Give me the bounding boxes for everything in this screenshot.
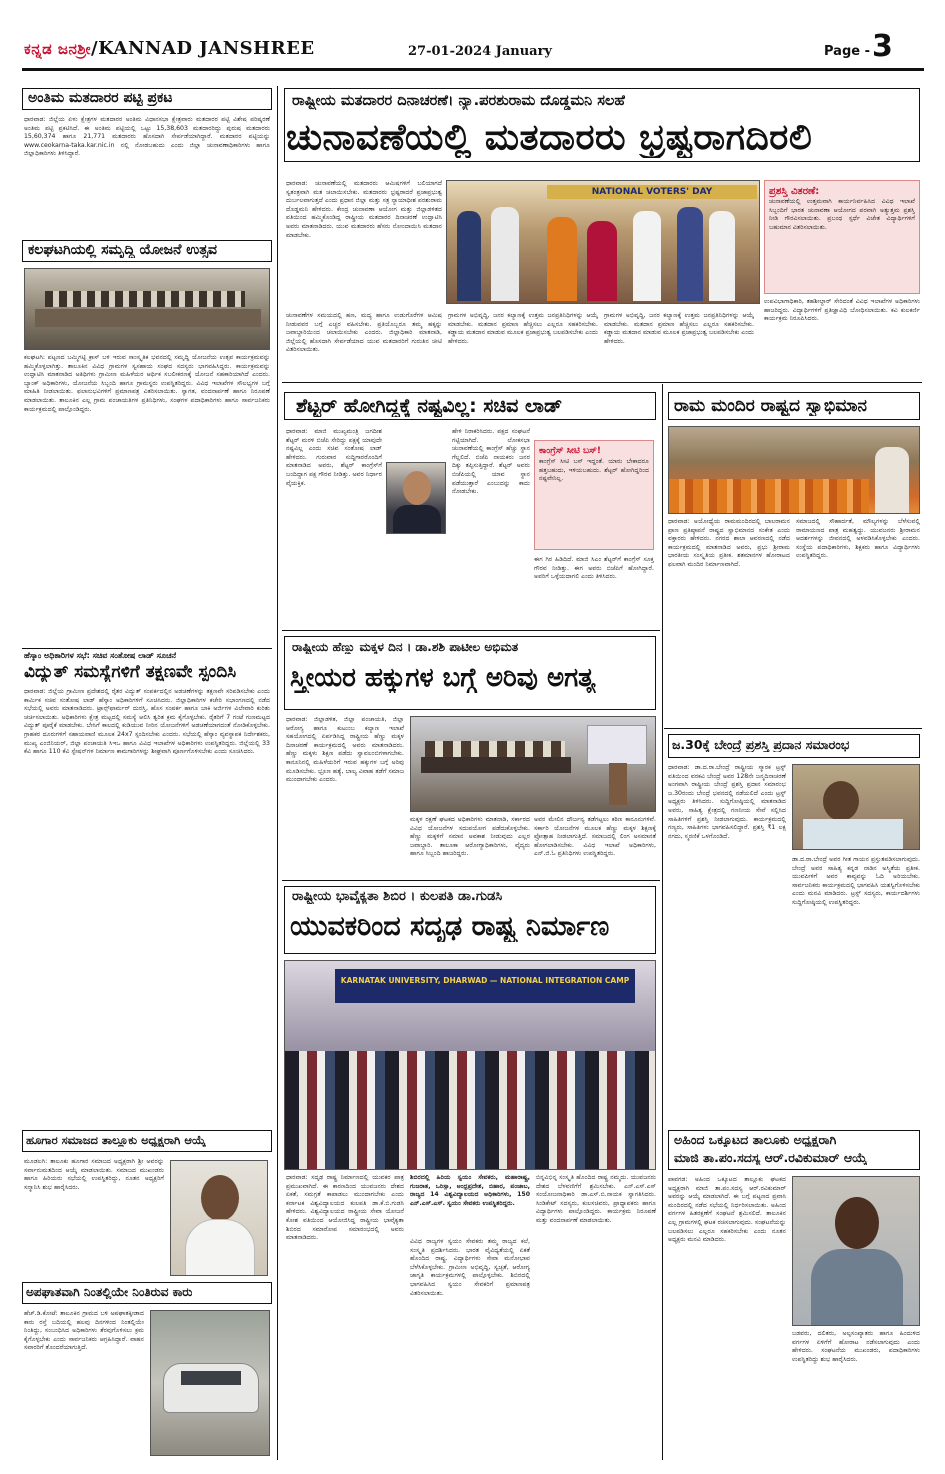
shettar-body-col1: ಧಾರವಾಡ: ಮಾಜಿ ಮುಖ್ಯಮಂತ್ರಿ ಜಗದೀಶ ಶೆಟ್ಟರ್ ಮರಳಿ ಬಿಜೆಪಿ ಸೇರಿದ್ದು ಪಕ್ಷಕ್ಕೆ ಯಾವುದೇ ನಷ್ಟವಿಲ್ಲ ಎಂದು ಸಚಿವ ಸಂತೋಷ ಲಾಡ್ ಹೇಳಿದರು. ಗುರುವಾರ ಸುದ್ದಿಗಾರರೊಂದಿಗೆ ಮಾತನಾಡಿದ ಅವರು, ಶೆಟ್ಟರ್ ಕಾಂಗ್ರೆಸ್‌ಗೆ ಬಂದಿದ್ದಾಗ ಪಕ್ಷ ಗೌರವ ನೀಡಿತ್ತು. ಅವರ ನಿರ್ಧಾರ ವೈಯಕ್ತಿಕ.: [286, 428, 382, 487]
lead-headline: ಚುನಾವಣೆಯಲ್ಲಿ ಮತದಾರರು ಭ್ರಷ್ಟರಾಗದಿರಲಿ: [286, 118, 813, 158]
divider: [282, 630, 660, 631]
lead-body-col2: ಚುನಾವಣೆಗಳ ಸಮಯದಲ್ಲಿ ಹಣ, ಮದ್ಯ ಹಾಗೂ ಉಡುಗೊರೆಗಳ ಆಮಿಷ ನೀಡುವವರ ಬಗ್ಗೆ ಎಚ್ಚರ ವಹಿಸಬೇಕು. ಪ್ರತಿಯೊಬ್ಬರೂ ತಮ್ಮ ಹಕ್ಕನ್ನು ಜವಾಬ್ದಾರಿಯಿಂದ ಚಲಾಯಿಸಬೇಕು ಎಂದರು. ಜಿಲ್ಲಾಧಿಕಾರಿ ಮಾತನಾಡಿ, ಜಿಲ್ಲೆಯಲ್ಲಿ ಹೊಸದಾಗಿ ಸೇರ್ಪಡೆಯಾದ ಯುವ ಮತದಾರರಿಗೆ ಗುರುತಿನ ಚೀಟಿ ವಿತರಿಸಲಾಯಿತು.: [286, 312, 442, 354]
shettar-body-col2: ಹೇಳಿ ನಿರಾಕರಿಸಿದರು. ಪಕ್ಷದ ಸಂಘಟನೆ ಗಟ್ಟಿಯಾಗಿದೆ. ಲೋಕಸಭಾ ಚುನಾವಣೆಯಲ್ಲಿ ಕಾಂಗ್ರೆಸ್ ಹೆಚ್ಚು ಸ್ಥಾನ ಗೆಲ್ಲಲಿದೆ. ಬಿಜೆಪಿ ನಾಯಕರು ಜನರ ದಿಕ್ಕು ತಪ್ಪಿಸುತ್ತಿದ್ದಾರೆ. ಶೆಟ್ಟರ್ ಅವರು ಬಿಜೆಪಿಯಲ್ಲಿ ಯಾವ ಸ್ಥಾನ ಪಡೆಯುತ್ತಾರೆ ಎಂಬುದನ್ನು ಕಾದು ನೋಡಬೇಕು.: [452, 428, 530, 496]
bendre-headline: ಜ.30ಕ್ಕೆ ಬೇಂದ್ರೆ ಪ್ರಶಸ್ತಿ ಪ್ರದಾನ ಸಮಾರಂಭ: [672, 738, 850, 752]
divider: [282, 382, 922, 383]
paper-name-english: KANNAD JANSHREE: [98, 38, 315, 59]
divider: [22, 648, 272, 649]
youth-kicker: ರಾಷ್ಟ್ರೀಯ ಭಾವೈಕ್ಯತಾ ಶಿಬಿರ । ಕುಲಪತಿ ಡಾ.ಗುಡಸಿ: [292, 890, 503, 904]
youth-body-col1: ಧಾರವಾಡ: ಸದೃಢ ರಾಷ್ಟ್ರ ನಿರ್ಮಾಣದಲ್ಲಿ ಯುವಕರ ಪಾತ್ರ ಪ್ರಮುಖವಾಗಿದೆ. ಈ ಕಾರಣದಿಂದ ಯುವಜನರು ದೇಶದ ಏಕತೆ, ಸಮಗ್ರತೆ ಕಾಪಾಡಲು ಮುಂದಾಗಬೇಕು ಎಂದು ಕರ್ನಾಟಕ ವಿಶ್ವವಿದ್ಯಾಲಯದ ಕುಲಪತಿ ಡಾ.ಕೆ.ಬಿ.ಗುಡಸಿ ಹೇಳಿದರು. ವಿಶ್ವವಿದ್ಯಾಲಯದ ರಾಷ್ಟ್ರೀಯ ಸೇವಾ ಯೋಜನೆ ಕೋಶ ವತಿಯಿಂದ ಆಯೋಜಿಸಿದ್ದ ರಾಷ್ಟ್ರೀಯ ಭಾವೈಕ್ಯತಾ ಶಿಬಿರದ ಸಮಾರೋಪ ಸಮಾರಂಭದಲ್ಲಿ ಅವರು ಮಾತನಾಡಿದರು.: [286, 1174, 404, 1242]
samruddhi-headline: ಕಲಘಟಗಿಯಲ್ಲಿ ಸಮೃದ್ಧಿ ಯೋಜನೆ ಉತ್ಸವ: [28, 243, 218, 258]
damaged-car-photo: [150, 1310, 270, 1456]
santosh-lad-portrait: [386, 462, 446, 534]
voter-list-body: ಧಾರವಾಡ: ಜಿಲ್ಲೆಯ ಏಳು ಕ್ಷೇತ್ರಗಳ ಮತದಾರರ ಅಂತಿಮ ವಿಧಾನಸಭಾ ಕ್ಷೇತ್ರವಾರು ಮತದಾರರ ಪಟ್ಟಿ ವಿಶೇಷ ಪರಿಷ್ಕರಣೆ ಅಂತಿಮ ಪಟ್ಟಿ ಪ್ರಕಟಿಸಿದೆ. ಈ ಅಂತಿಮ ಪಟ್ಟಿಯಲ್ಲಿ ಒಟ್ಟು 15,38,603 ಮತದಾರರಿದ್ದು ಪುರುಷ ಮತದಾರರು 15,60,374 ಹಾಗೂ 21,771 ಮತದಾರರು ಹೊಸದಾಗಿ ಸೇರ್ಪಡೆಯಾಗಿದ್ದಾರೆ. ಮತದಾರರ ಪಟ್ಟಿಯನ್ನು www.ceokarna-taka.kar.nic.in ನಲ್ಲಿ ನೋಡಬಹುದು ಎಂದು ಜಿಲ್ಲಾ ಚುನಾವಣಾಧಿಕಾರಿಗಳು ಹಾಗೂ ಜಿಲ್ಲಾಧಿಕಾರಿಗಳು ತಿಳಿಸಿದ್ದಾರೆ.: [24, 116, 270, 158]
voter-list-headline: ಅಂತಿಮ ಮತದಾರರ ಪಟ್ಟಿ ಪ್ರಕಟ: [28, 91, 173, 106]
award-sidebar-title: ಪ್ರಶಸ್ತಿ ವಿತರಣೆ:: [769, 186, 820, 197]
masthead-separator: /: [91, 38, 99, 59]
women-body-col3: ಅವರ ಮೇಲಿನ ದೌರ್ಜನ್ಯ ತಡೆಗಟ್ಟಲು ಕಠಿಣ ಕಾನೂನುಗಳಿವೆ. ಸರ್ಕಾರಿ ಯೋಜನೆಗಳ ಮೂಲಕ ಹೆಣ್ಣು ಮಕ್ಕಳ ಶಿಕ್ಷಣಕ್ಕೆ ಪ್ರೋತ್ಸಾಹ ನೀಡಲಾಗುತ್ತಿದೆ. ಸಮಾಜದಲ್ಲಿ ಲಿಂಗ ಅಸಮಾನತೆ ಹೋಗಲಾಡಿಸಬೇಕು. ವಿವಿಧ ಇಲಾಖೆ ಅಧಿಕಾರಿಗಳು, ಎನ್.ಜಿ.ಓ ಪ್ರತಿನಿಧಿಗಳು ಉಪಸ್ಥಿತರಿದ್ದರು.: [534, 816, 656, 858]
youth-body-col3: ಬಿನ್ನವಿಭಿನ್ನ ಸಂಸ್ಕೃತಿ ಹೊಂದಿದ ರಾಷ್ಟ್ರ ನಮ್ಮದು. ಯುವಜನರು ದೇಶದ ಬೆಳವಣಿಗೆಗೆ ಶ್ರಮಿಸಬೇಕು. ಎನ್.ಎಸ್.ಎಸ್ ಸಂಯೋಜನಾಧಿಕಾರಿ ಡಾ.ಎಸ್.ಬಿ.ನಾಯಕ ಸ್ವಾಗತಿಸಿದರು. ಸಿಂಡಿಕೇಟ್ ಸದಸ್ಯರು, ಕುಲಸಚಿವರು, ಪ್ರಾಧ್ಯಾಪಕರು ಹಾಗೂ ವಿದ್ಯಾರ್ಥಿಗಳು ಪಾಲ್ಗೊಂಡಿದ್ದರು. ಕಾರ್ಯಕ್ರಮ ನಿರೂಪಣೆ ಮತ್ತು ವಂದನಾರ್ಪಣೆ ಮಾಡಲಾಯಿತು.: [536, 1174, 656, 1224]
lead-body-col3: ಗ್ರಾಮಗಳ ಅಭಿವೃದ್ಧಿ, ಜನರ ಕಲ್ಯಾಣಕ್ಕೆ ಉತ್ತಮ ಜನಪ್ರತಿನಿಧಿಗಳನ್ನು ಆಯ್ಕೆ ಮಾಡಬೇಕು. ಮತದಾನ ಪ್ರಮಾಣ ಹೆಚ್ಚಿಸಲು ಎಲ್ಲರೂ ಸಹಕರಿಸಬೇಕು. ಕಡ್ಡಾಯ ಮತದಾನ ಮಾಡುವ ಮೂಲಕ ಪ್ರಜಾಪ್ರಭುತ್ವ ಬಲಪಡಿಸಬೇಕು ಎಂದು ಹೇಳಿದರು.: [448, 312, 598, 345]
issue-date: 27-01-2024 January: [408, 44, 552, 59]
girl-child-day-photo: [410, 716, 656, 812]
samruddhi-photo: [24, 268, 270, 350]
shettar-body-col3: ಈಗ ಗಿರ ಹಿಡಿದಿದೆ. ಮಾಜಿ ಸಿಎಂ ಶೆಟ್ಟರ್‌ಗೆ ಕಾಂಗ್ರೆಸ್ ಸೂಕ್ತ ಗೌರವ ನೀಡಿತ್ತು. ಈಗ ಅವರು ಬಿಜೆಪಿಗೆ ಹೋಗಿದ್ದಾರೆ. ಅವರಿಗೆ ಒಳ್ಳೆಯದಾಗಲಿ ಎಂದು ತಿಳಿಸಿದರು.: [534, 556, 654, 581]
congress-bus-body: ಕಾಂಗ್ರೆಸ್ ಸೀಟಿ ಬಸ್ ಇದ್ದಂತೆ. ಯಾರು ಬೇಕಾದರೂ ಹತ್ತಬಹುದು, ಇಳಿಯಬಹುದು. ಶೆಟ್ಟರ್ ಹೋಗಿದ್ದರಿಂದ ನಷ್ಟವೇನಿಲ್ಲ.: [539, 458, 649, 483]
congress-bus-title: ಕಾಂಗ್ರೆಸ್ ಸೀಟಿ ಬಸ್!: [539, 446, 601, 456]
congress-bus-box: [534, 440, 654, 550]
paper-name-kannada: ಕನ್ನಡ ಜನಶ್ರೀ: [24, 40, 92, 58]
integration-camp-banner: KARNATAK UNIVERSITY, DHARWAD — NATIONAL INTEGRATION CAMP: [335, 969, 635, 1003]
ravikumar-portrait-photo: [792, 1176, 920, 1326]
ravikumar-body-col2: ಬಡವರು, ದಲಿತರು, ಅಲ್ಪಸಂಖ್ಯಾತರು ಹಾಗೂ ಹಿಂದುಳಿದ ವರ್ಗಗಳ ಏಳಿಗೆಗೆ ಹೋರಾಟ ನಡೆಸಲಾಗುವುದು ಎಂದು ಹೇಳಿದರು. ಸಂಘಟನೆಯ ಮುಖಂಡರು, ಪದಾಧಿಕಾರಿಗಳು ಉಪಸ್ಥಿತರಿದ್ದು ಶುಭ ಹಾರೈಸಿದರು.: [792, 1330, 920, 1363]
page-label: Page -: [824, 44, 870, 59]
integration-camp-photo: [284, 960, 656, 1170]
voters-day-photo: [446, 180, 760, 304]
column-divider: [277, 86, 278, 1460]
bendre-body-col1: ಧಾರವಾಡ: ಡಾ.ದ.ರಾ.ಬೇಂದ್ರೆ ರಾಷ್ಟ್ರೀಯ ಸ್ಮಾರಕ ಟ್ರಸ್ಟ್ ವತಿಯಿಂದ ವರಕವಿ ಬೇಂದ್ರೆ ಅವರ 128ನೇ ಜನ್ಮದಿನಾಚರಣೆ ಅಂಗವಾಗಿ ರಾಷ್ಟ್ರೀಯ ಬೇಂದ್ರೆ ಪ್ರಶಸ್ತಿ ಪ್ರದಾನ ಸಮಾರಂಭ ಜ.30ರಂದು ಬೇಂದ್ರೆ ಭವನದಲ್ಲಿ ನಡೆಯಲಿದೆ ಎಂದು ಟ್ರಸ್ಟ್ ಅಧ್ಯಕ್ಷರು ತಿಳಿಸಿದರು. ಸುದ್ದಿಗೋಷ್ಠಿಯಲ್ಲಿ ಮಾತನಾಡಿದ ಅವರು, ಸಾಹಿತ್ಯ ಕ್ಷೇತ್ರದಲ್ಲಿ ಗಣನೀಯ ಸೇವೆ ಸಲ್ಲಿಸಿದ ಸಾಹಿತಿಗಳಿಗೆ ಪ್ರಶಸ್ತಿ ನೀಡಲಾಗುವುದು. ಕಾರ್ಯಕ್ರಮದಲ್ಲಿ ಗಣ್ಯರು, ಸಾಹಿತಿಗಳು ಭಾಗವಹಿಸಲಿದ್ದಾರೆ. ಪ್ರಶಸ್ತಿ ₹1 ಲಕ್ಷ ನಗದು, ಸ್ಮರಣಿಕೆ ಒಳಗೊಂಡಿದೆ.: [668, 764, 786, 840]
women-headline: ಸ್ತ್ರೀಯರ ಹಕ್ಕುಗಳ ಬಗ್ಗೆ ಅರಿವು ಅಗತ್ಯ: [290, 664, 596, 693]
hescom-headline: ವಿದ್ಯುತ್ ಸಮಸ್ಯೆಗಳಿಗೆ ತಕ್ಷಣವೇ ಸ್ಪಂದಿಸಿ: [24, 663, 237, 682]
divider: [664, 728, 922, 729]
rama-body-col1: ಧಾರವಾಡ: ಅಯೋಧ್ಯೆಯ ರಾಮಮಂದಿರದಲ್ಲಿ ಬಾಲರಾಮನ ಪ್ರಾಣ ಪ್ರತಿಷ್ಠಾಪನೆ ರಾಷ್ಟ್ರದ ಸ್ವಾಭಿಮಾನದ ಸಂಕೇತ ಎಂದು ವಕ್ತಾರರು ಹೇಳಿದರು. ನಗರದ ಶಾಲಾ ಆವರಣದಲ್ಲಿ ನಡೆದ ಕಾರ್ಯಕ್ರಮದಲ್ಲಿ ಮಾತನಾಡಿದ ಅವರು, ಪ್ರಭು ಶ್ರೀರಾಮ ಭಾರತೀಯ ಸಂಸ್ಕೃತಿಯ ಪ್ರತೀಕ. ಶತಮಾನಗಳ ಹೋರಾಟದ ಫಲವಾಗಿ ಮಂದಿರ ನಿರ್ಮಾಣವಾಗಿದೆ.: [668, 518, 790, 568]
youth-photo-caption: ಶಿಬಿರದಲ್ಲಿ ಹಿರಿಯ ಸ್ವಯಂ ಸೇವಕರು, ಮಹಾರಾಷ್ಟ್ರ, ಗುಜರಾತ, ಒರಿಸ್ಸಾ, ಆಂಧ್ರಪ್ರದೇಶ, ಬಿಹಾರ, ಪಂಜಾಬ, ರಾಜ್ಯದ 14 ವಿಶ್ವವಿದ್ಯಾಲಯದ ಅಧಿಕಾರಿಗಳು, 150 ಎನ್.ಎಸ್.ಎಸ್. ಸ್ವಯಂ ಸೇವಕರು ಉಪಸ್ಥಿತರಿದ್ದರು.: [410, 1174, 530, 1207]
hoogar-portrait-photo: [170, 1160, 268, 1276]
youth-body-col2: ವಿವಿಧ ರಾಜ್ಯಗಳ ಸ್ವಯಂ ಸೇವಕರು ತಮ್ಮ ರಾಜ್ಯದ ಕಲೆ, ಸಂಸ್ಕೃತಿ ಪ್ರದರ್ಶಿಸಿದರು. ಭಾರತ ವೈವಿಧ್ಯತೆಯಲ್ಲಿ ಏಕತೆ ಹೊಂದಿದ ರಾಷ್ಟ್ರ. ವಿದ್ಯಾರ್ಥಿಗಳು ಸೇವಾ ಮನೋಭಾವ ಬೆಳೆಸಿಕೊಳ್ಳಬೇಕು. ಗ್ರಾಮೀಣ ಅಭಿವೃದ್ಧಿ, ಸ್ವಚ್ಛತೆ, ಆರೋಗ್ಯ ಜಾಗೃತಿ ಕಾರ್ಯಕ್ರಮಗಳಲ್ಲಿ ಪಾಲ್ಗೊಳ್ಳಬೇಕು. ಶಿಬಿರದಲ್ಲಿ ಭಾಗವಹಿಸಿದ ಸ್ವಯಂ ಸೇವಕರಿಗೆ ಪ್ರಮಾಣಪತ್ರ ವಿತರಿಸಲಾಯಿತು.: [410, 1238, 530, 1297]
lead-kicker: ರಾಷ್ಟ್ರೀಯ ಮತದಾರರ ದಿನಾಚರಣೆ। ನ್ಯಾ.ಪರಶುರಾಮ ದೊಡ್ಡಮನಿ ಸಲಹೆ: [292, 94, 625, 109]
press-meet-photo: [792, 764, 920, 850]
divider: [282, 880, 660, 881]
lead-body-col3b: ಗ್ರಾಮಗಳ ಅಭಿವೃದ್ಧಿ, ಜನರ ಕಲ್ಯಾಣಕ್ಕೆ ಉತ್ತಮ ಜನಪ್ರತಿನಿಧಿಗಳನ್ನು ಆಯ್ಕೆ ಮಾಡಬೇಕು. ಮತದಾನ ಪ್ರಮಾಣ ಹೆಚ್ಚಿಸಲು ಎಲ್ಲರೂ ಸಹಕರಿಸಬೇಕು. ಕಡ್ಡಾಯ ಮತದಾನ ಮಾಡುವ ಮೂಲಕ ಪ್ರಜಾಪ್ರಭುತ್ವ ಬಲಪಡಿಸಬೇಕು ಎಂದು ಹೇಳಿದರು.: [604, 312, 754, 345]
hoogar-body: ಮೂಡಲಗಿ: ತಾಲೂಕು ಹೂಗಾರ ಸಮಾಜದ ಅಧ್ಯಕ್ಷರಾಗಿ ಶ್ರೀ ಅವರನ್ನು ಸರ್ವಾನುಮತದಿಂದ ಆಯ್ಕೆ ಮಾಡಲಾಯಿತು. ಸಮಾಜದ ಮುಖಂಡರು ಹಾಗೂ ಹಿರಿಯರು ಸಭೆಯಲ್ಲಿ ಉಪಸ್ಥಿತರಿದ್ದು, ನೂತನ ಅಧ್ಯಕ್ಷರಿಗೆ ಸನ್ಮಾನಿಸಿ ಶುಭ ಹಾರೈಸಿದರು.: [24, 1158, 164, 1191]
hoogar-headline: ಹೂಗಾರ ಸಮಾಜದ ತಾಲ್ಲೂಕು ಅಧ್ಯಕ್ಷರಾಗಿ ಆಯ್ಕೆ: [26, 1134, 206, 1147]
masthead-title: [24, 38, 315, 59]
ravikumar-headline-line1: ಅಹಿಂದ ಒಕ್ಕೂಟದ ತಾಲೂಕು ಅಧ್ಯಕ್ಷರಾಗಿ: [674, 1133, 837, 1147]
ravikumar-body-col1: ಪಾವಗಡ: ಅಹಿಂದ ಒಕ್ಕೂಟದ ತಾಲ್ಲೂಕು ಘಟಕದ ಅಧ್ಯಕ್ಷರಾಗಿ ಮಾಜಿ ತಾ.ಪಂ.ಸದಸ್ಯ ಆರ್.ರವಿಕುಮಾರ್ ಅವರನ್ನು ಆಯ್ಕೆ ಮಾಡಲಾಗಿದೆ. ಈ ಬಗ್ಗೆ ಪಟ್ಟಣದ ಪ್ರವಾಸಿ ಮಂದಿರದಲ್ಲಿ ನಡೆದ ಸಭೆಯಲ್ಲಿ ನಿರ್ಧರಿಸಲಾಯಿತು. ಅಹಿಂದ ವರ್ಗಗಳ ಹಿತರಕ್ಷಣೆಗೆ ಸಂಘಟನೆ ಶ್ರಮಿಸಲಿದೆ. ತಾಲೂಕಿನ ಎಲ್ಲ ಗ್ರಾಮಗಳಲ್ಲಿ ಘಟಕ ರಚಿಸಲಾಗುವುದು. ಸಂಘಟನೆಯನ್ನು ಬಲಪಡಿಸಲು ಎಲ್ಲರೂ ಸಹಕರಿಸಬೇಕು ಎಂದು ನೂತನ ಅಧ್ಯಕ್ಷರು ಮನವಿ ಮಾಡಿದರು.: [668, 1176, 786, 1244]
rama-event-photo: [668, 426, 920, 514]
hescom-kicker: ಹೆಸ್ಕಾಂ ಅಧಿಕಾರಿಗಳ ಸಭೆ: ಸಚಿವ ಸಂತೋಷ ಲಾಡ್ ಸೂಚನೆ: [24, 652, 177, 660]
voters-day-banner: NATIONAL VOTERS' DAY: [547, 185, 757, 199]
award-sidebar: [764, 180, 920, 294]
award-sidebar-body: ಚುನಾವಣೆಯಲ್ಲಿ ಉತ್ತಮವಾಗಿ ಕಾರ್ಯನಿರ್ವಹಿಸಿದ ವಿವಿಧ ಇಲಾಖೆ ಸಿಬ್ಬಂದಿಗೆ ಭಾರತ ಚುನಾವಣಾ ಆಯೋಗದ ಪರವಾಗಿ ಅತ್ಯುತ್ತಮ ಪ್ರಶಸ್ತಿ ನೀಡಿ ಗೌರವಿಸಲಾಯಿತು. ಪ್ರಬಂಧ ಸ್ಪರ್ಧೆ ವಿಜೇತ ವಿದ್ಯಾರ್ಥಿಗಳಿಗೆ ಬಹುಮಾನ ವಿತರಿಸಲಾಯಿತು.: [769, 198, 915, 231]
ravikumar-headline-line2: ಮಾಜಿ ತಾ.ಪಂ.ಸದಸ್ಯ ಆರ್.ರವಿಕುಮಾರ್ ಆಯ್ಕೆ: [674, 1151, 868, 1165]
bendre-body-col2: ಡಾ.ದ.ರಾ.ಬೇಂದ್ರೆ ಅವರ ಗೀತ ಗಾಯನ ಪ್ರಸ್ತುತಪಡಿಸಲಾಗುವುದು. ಬೇಂದ್ರೆ ಅವರ ಸಾಹಿತ್ಯ ಕನ್ನಡ ನಾಡಿನ ಅಸ್ಮಿತೆಯ ಪ್ರತೀಕ. ಯುವಪೀಳಿಗೆ ಅವರ ಕಾವ್ಯವನ್ನು ಓದಿ ಅರಿಯಬೇಕು. ಸಾರ್ವಜನಿಕರು ಕಾರ್ಯಕ್ರಮದಲ್ಲಿ ಭಾಗವಹಿಸಿ ಯಶಸ್ವಿಗೊಳಿಸಬೇಕು ಎಂದು ಮನವಿ ಮಾಡಿದರು. ಟ್ರಸ್ಟ್ ಸದಸ್ಯರು, ಕಾರ್ಯದರ್ಶಿಗಳು ಸುದ್ದಿಗೋಷ್ಠಿಯಲ್ಲಿ ಉಪಸ್ಥಿತರಿದ್ದರು.: [792, 856, 920, 906]
women-kicker: ರಾಷ್ಟ್ರೀಯ ಹೆಣ್ಣು ಮಕ್ಕಳ ದಿನ । ಡಾ.ಶಶಿ ಪಾಟೀಲ ಅಭಿಮತ: [292, 641, 519, 654]
lead-body-col1: ಧಾರವಾಡ: ಚುನಾವಣೆಯಲ್ಲಿ ಮತದಾರರು ಆಮಿಷಗಳಿಗೆ ಬಲಿಯಾಗದೆ ಸ್ವತಂತ್ರವಾಗಿ ಮತ ಚಲಾಯಿಸಬೇಕು. ಮತದಾರರು ಭ್ರಷ್ಟರಾದರೆ ಪ್ರಜಾಪ್ರಭುತ್ವ ದುರ್ಬಲವಾಗುತ್ತದೆ ಎಂದು ಪ್ರಧಾನ ಜಿಲ್ಲಾ ಮತ್ತು ಸತ್ರ ನ್ಯಾಯಾಧೀಶ ಪರಶುರಾಮ ದೊಡ್ಡಮನಿ ಹೇಳಿದರು. ಕೇಂದ್ರ ಚುನಾವಣಾ ಆಯೋಗ ಮತ್ತು ಜಿಲ್ಲಾಡಳಿತದ ವತಿಯಿಂದ ಹಮ್ಮಿಕೊಂಡಿದ್ದ ರಾಷ್ಟ್ರೀಯ ಮತದಾರರ ದಿನಾಚರಣೆ ಉದ್ಘಾಟಿಸಿ ಅವರು ಮಾತನಾಡಿದರು. ಯುವ ಮತದಾರರು ಹೆಸರು ನೋಂದಾಯಿಸಿ ಮತದಾನ ಮಾಡಬೇಕು.: [286, 180, 442, 239]
women-body-col1: ಧಾರವಾಡ: ಜಿಲ್ಲಾಡಳಿತ, ಜಿಲ್ಲಾ ಪಂಚಾಯತಿ, ಜಿಲ್ಲಾ ಆರೋಗ್ಯ ಹಾಗೂ ಕುಟುಂಬ ಕಲ್ಯಾಣ ಇಲಾಖೆ ಸಹಯೋಗದಲ್ಲಿ ಏರ್ಪಡಿಸಿದ್ದ ರಾಷ್ಟ್ರೀಯ ಹೆಣ್ಣು ಮಕ್ಕಳ ದಿನಾಚರಣೆ ಕಾರ್ಯಕ್ರಮದಲ್ಲಿ ಅವರು ಮಾತನಾಡಿದರು. ಹೆಣ್ಣು ಮಕ್ಕಳು ಶಿಕ್ಷಣ ಪಡೆದು ಸ್ವಾವಲಂಬಿಗಳಾಗಬೇಕು. ಕಾನೂನಿನಲ್ಲಿ ಮಹಿಳೆಯರಿಗೆ ಇರುವ ಹಕ್ಕುಗಳ ಬಗ್ಗೆ ಅರಿವು ಮೂಡಿಸಬೇಕು. ಭ್ರೂಣ ಹತ್ಯೆ, ಬಾಲ್ಯ ವಿವಾಹ ತಡೆಗೆ ಸಮಾಜ ಮುಂದಾಗಬೇಕು ಎಂದರು.: [286, 716, 404, 784]
accident-body: ಹೆಚ್.ಡಿ.ಕೋಟೆ: ತಾಲೂಕಿನ ಗ್ರಾಮದ ಬಳಿ ಅಪಘಾತಕ್ಕೀಡಾದ ಕಾರು ರಸ್ತೆ ಬದಿಯಲ್ಲಿ ಹಲವು ದಿನಗಳಿಂದ ನಿಂತಲ್ಲಿಯೇ ನಿಂತಿದ್ದು, ಸಂಬಂಧಿಸಿದ ಅಧಿಕಾರಿಗಳು ತೆರವುಗೊಳಿಸಲು ಕ್ರಮ ಕೈಗೊಳ್ಳಬೇಕು ಎಂದು ಸಾರ್ವಜನಿಕರು ಆಗ್ರಹಿಸಿದ್ದಾರೆ. ವಾಹನ ಸವಾರರಿಗೆ ತೊಂದರೆಯಾಗುತ್ತಿದೆ.: [24, 1310, 144, 1352]
hescom-body: ಧಾರವಾಡ: ಜಿಲ್ಲೆಯ ಗ್ರಾಮೀಣ ಪ್ರದೇಶದಲ್ಲಿ ರೈತರ ವಿದ್ಯುತ್ ಸಂಪರ್ಕದಲ್ಲಿನ ಅಡಚಣೆಗಳನ್ನು ತಕ್ಷಣವೇ ಸರಿಪಡಿಸಬೇಕು ಎಂದು ಕಾರ್ಮಿಕ ಸಚಿವ ಸಂತೋಷ ಲಾಡ್ ಹೆಸ್ಕಾಂ ಅಧಿಕಾರಿಗಳಿಗೆ ಸೂಚಿಸಿದರು. ಜಿಲ್ಲಾಧಿಕಾರಿಗಳ ಕಚೇರಿ ಸಭಾಂಗಣದಲ್ಲಿ ನಡೆದ ಸಭೆಯಲ್ಲಿ ಅವರು ಮಾತನಾಡಿದರು. ಟ್ರಾನ್ಸ್‌ಫಾರ್ಮರ್ ದುರಸ್ತಿ, ಹೊಸ ಸಂಪರ್ಕ ಹಾಗೂ ಬಾಕಿ ಅರ್ಜಿಗಳ ವಿಲೇವಾರಿ ಕುರಿತು ಚರ್ಚಿಸಲಾಯಿತು. ಅಧಿಕಾರಿಗಳು ಕ್ಷೇತ್ರ ಮಟ್ಟದಲ್ಲಿ ಸಮಸ್ಯೆ ಆಲಿಸಿ ತ್ವರಿತ ಕ್ರಮ ಕೈಗೊಳ್ಳಬೇಕು. ರೈತರಿಗೆ 7 ಗಂಟೆ ಗುಣಮಟ್ಟದ ವಿದ್ಯುತ್ ಪೂರೈಕೆ ಮಾಡಬೇಕು. ಬೇಸಿಗೆ ಕಾಲದಲ್ಲಿ ಕುಡಿಯುವ ನೀರಿನ ಯೋಜನೆಗಳಿಗೆ ಅಡಚಣೆಯಾಗದಂತೆ ನೋಡಿಕೊಳ್ಳಬೇಕು. ಗ್ರಾಹಕರ ದೂರುಗಳಿಗೆ ಸಹಾಯವಾಣಿ ಮೂಲಕ 24x7 ಸ್ಪಂದಿಸಬೇಕು ಎಂದರು. ಸಭೆಯಲ್ಲಿ ಹೆಸ್ಕಾಂ ವ್ಯವಸ್ಥಾಪಕ ನಿರ್ದೇಶಕರು, ಮುಖ್ಯ ಎಂಜಿನಿಯರ್, ಜಿಲ್ಲಾ ಪಂಚಾಯತಿ ಸಿಇಒ ಹಾಗೂ ವಿವಿಧ ಇಲಾಖೆಗಳ ಅಧಿಕಾರಿಗಳು ಉಪಸ್ಥಿತರಿದ್ದರು. ಜಿಲ್ಲೆಯಲ್ಲಿ 33 ಕೆವಿ ಹಾಗೂ 110 ಕೆವಿ ಸ್ಟೇಷನ್‌ಗಳ ನಿರ್ಮಾಣ ಕಾಮಗಾರಿಗಳನ್ನು ಶೀಘ್ರವಾಗಿ ಪೂರ್ಣಗೊಳಿಸಬೇಕು ಎಂದು ಸೂಚಿಸಿದರು.: [24, 688, 270, 756]
lead-body-col4: ಉಪವಿಭಾಗಾಧಿಕಾರಿ, ತಹಶೀಲ್ದಾರ್ ಸೇರಿದಂತೆ ವಿವಿಧ ಇಲಾಖೆಗಳ ಅಧಿಕಾರಿಗಳು ಹಾಜರಿದ್ದರು. ವಿದ್ಯಾರ್ಥಿಗಳಿಗೆ ಪ್ರತಿಜ್ಞಾವಿಧಿ ಬೋಧಿಸಲಾಯಿತು. ಕವಿ ಕುಲಕರ್ಣಿ ಕಾರ್ಯಕ್ರಮ ನಿರೂಪಿಸಿದರು.: [764, 298, 920, 323]
column-divider: [662, 384, 663, 1460]
women-body-col2: ಮಕ್ಕಳ ರಕ್ಷಣೆ ಘಟಕದ ಅಧಿಕಾರಿಗಳು ಮಾತನಾಡಿ, ಸರ್ಕಾರದ ವಿವಿಧ ಯೋಜನೆಗಳ ಸದುಪಯೋಗ ಪಡೆದುಕೊಳ್ಳಬೇಕು. ಹೆಣ್ಣು ಮಕ್ಕಳಿಗೆ ಸಮಾನ ಅವಕಾಶ ನೀಡುವುದು ಎಲ್ಲರ ಜವಾಬ್ದಾರಿ. ತಾಲೂಕಾ ಆರೋಗ್ಯಾಧಿಕಾರಿಗಳು, ವೈದ್ಯರು ಹಾಗೂ ಸಿಬ್ಬಂದಿ ಹಾಜರಿದ್ದರು.: [410, 816, 530, 858]
rama-body-col2: ಸಮಾಜದಲ್ಲಿ ಸೌಹಾರ್ದತೆ, ಮೌಲ್ಯಗಳನ್ನು ಬೆಳೆಸುವಲ್ಲಿ ರಾಮಾಯಣದ ಪಾತ್ರ ಮಹತ್ವದ್ದು. ಯುವಜನರು ಶ್ರೀರಾಮನ ಆದರ್ಶಗಳನ್ನು ಜೀವನದಲ್ಲಿ ಅಳವಡಿಸಿಕೊಳ್ಳಬೇಕು ಎಂದರು. ಸಂಸ್ಥೆಯ ಪದಾಧಿಕಾರಿಗಳು, ಶಿಕ್ಷಕರು ಹಾಗೂ ವಿದ್ಯಾರ್ಥಿಗಳು ಉಪಸ್ಥಿತರಿದ್ದರು.: [796, 518, 920, 560]
samruddhi-body: ಕಲಘಟಗಿ: ಪಟ್ಟಣದ ಬಮ್ಮಿಗಟ್ಟಿ ಕ್ರಾಸ್ ಬಳಿ ಇರುವ ಸಾಂಸ್ಕೃತಿಕ ಭವನದಲ್ಲಿ ಸಮೃದ್ಧಿ ಯೋಜನೆಯ ಉತ್ಸವ ಕಾರ್ಯಕ್ರಮವನ್ನು ಹಮ್ಮಿಕೊಳ್ಳಲಾಗಿತ್ತು. ತಾಲೂಕಿನ ವಿವಿಧ ಗ್ರಾಮಗಳ ಸ್ವಸಹಾಯ ಸಂಘದ ಸದಸ್ಯರು ಭಾಗವಹಿಸಿದ್ದರು. ಕಾರ್ಯಕ್ರಮವನ್ನು ಉದ್ಘಾಟಿಸಿ ಮಾತನಾಡಿದ ಅತಿಥಿಗಳು ಗ್ರಾಮೀಣ ಮಹಿಳೆಯರ ಆರ್ಥಿಕ ಸಬಲೀಕರಣಕ್ಕೆ ಯೋಜನೆ ಸಹಕಾರಿಯಾಗಿದೆ ಎಂದರು. ಬ್ಯಾಂಕ್ ಅಧಿಕಾರಿಗಳು, ಯೋಜನೆಯ ಸಿಬ್ಬಂದಿ ಹಾಗೂ ಗ್ರಾಮಸ್ಥರು ಉಪಸ್ಥಿತರಿದ್ದರು. ವಿವಿಧ ಇಲಾಖೆಗಳ ಸೌಲಭ್ಯಗಳ ಬಗ್ಗೆ ಮಾಹಿತಿ ನೀಡಲಾಯಿತು. ಫಲಾನುಭವಿಗಳಿಗೆ ಪ್ರಮಾಣಪತ್ರ ವಿತರಿಸಲಾಯಿತು. ಸ್ವಾಗತ, ವಂದನಾರ್ಪಣೆ ಹಾಗೂ ನಿರೂಪಣೆ ಮಾಡಲಾಯಿತು. ತಾಲೂಕಿನ ಎಲ್ಲ ಗ್ರಾಮ ಪಂಚಾಯತಿಗಳ ಪ್ರತಿನಿಧಿಗಳು, ಸಂಘಗಳ ಪದಾಧಿಕಾರಿಗಳು ಹಾಗೂ ಸಾರ್ವಜನಿಕರು ಕಾರ್ಯಕ್ರಮದಲ್ಲಿ ಪಾಲ್ಗೊಂಡಿದ್ದರು.: [24, 354, 270, 413]
youth-headline: ಯುವಕರಿಂದ ಸದೃಢ ರಾಷ್ಟ್ರ ನಿರ್ಮಾಣ: [290, 912, 610, 942]
accident-headline: ಅಪಘಾತವಾಗಿ ನಿಂತಲ್ಲಿಯೇ ನಿಂತಿರುವ ಕಾರು: [26, 1286, 193, 1299]
page-number: 3: [872, 29, 893, 64]
masthead-rule: [22, 68, 924, 71]
rama-headline: ರಾಮ ಮಂದಿರ ರಾಷ್ಟ್ರದ ಸ್ವಾಭಿಮಾನ: [674, 397, 867, 416]
shettar-headline: ಶೆಟ್ಟರ್ ಹೋಗಿದ್ದಕ್ಕೆ ನಷ್ಟವಿಲ್ಲ: ಸಚಿವ ಲಾಡ್: [296, 396, 563, 417]
